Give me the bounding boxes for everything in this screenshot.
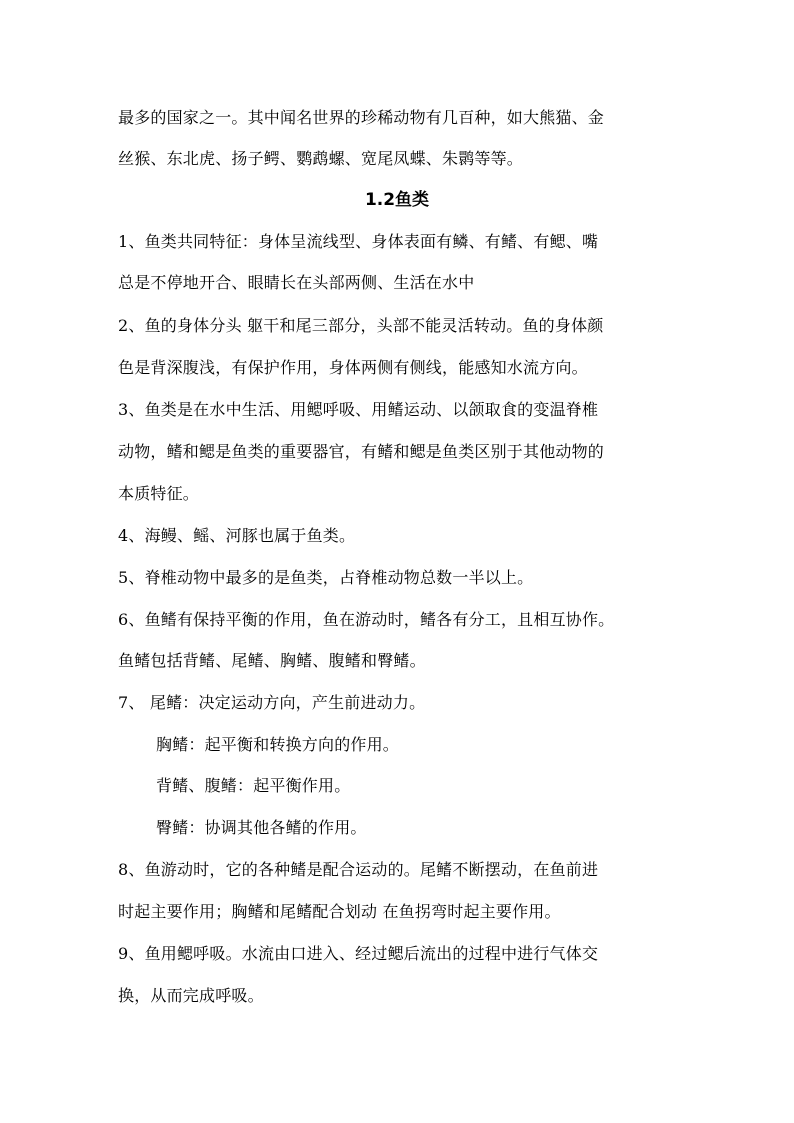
- paragraph-line: 换，从而完成呼吸。: [118, 986, 264, 1005]
- section-title: 1.2鱼类: [364, 190, 430, 210]
- paragraph-line: 总是不停地开合、眼睛长在头部两侧、生活在水中: [118, 273, 475, 292]
- paragraph-line: 色是背深腹浅，有保护作用，身体两侧有侧线，能感知水流方向。: [118, 358, 588, 377]
- paragraph-line: 3、鱼类是在水中生活、用鳃呼吸、用鳍运动、以颌取食的变温脊椎: [118, 400, 599, 419]
- paragraph-line: 7、 尾鳍：决定运动方向，产生前进动力。: [118, 693, 426, 712]
- paragraph-line: 胸鳍：起平衡和转换方向的作用。: [156, 735, 400, 754]
- paragraph-line: 5、脊椎动物中最多的是鱼类，占脊椎动物总数一半以上。: [118, 568, 534, 587]
- paragraph-line: 动物，鳍和鳃是鱼类的重要器官，有鳍和鳃是鱼类区别于其他动物的: [118, 442, 605, 461]
- intro-line-1: 最多的国家之一。其中闻名世界的珍稀动物有几百种，如大熊猫、金: [118, 108, 605, 127]
- paragraph-line: 臀鳍：协调其他各鳍的作用。: [156, 818, 367, 837]
- paragraph-line: 本质特征。: [118, 484, 200, 503]
- paragraph-line: 时起主要作用；胸鳍和尾鳍配合划动 在鱼拐弯时起主要作用。: [118, 902, 561, 921]
- paragraph-line: 6、鱼鳍有保持平衡的作用，鱼在游动时，鳍各有分工，且相互协作。: [118, 610, 615, 629]
- paragraph-line: 8、鱼游动时，它的各种鳍是配合运动的。尾鳍不断摆动，在鱼前进: [118, 860, 599, 879]
- paragraph-line: 1、鱼类共同特征：身体呈流线型、身体表面有鳞、有鳍、有鳃、嘴: [118, 232, 599, 251]
- intro-line-2: 丝猴、东北虎、扬子鳄、鹦鹉螺、宽尾凤蝶、朱鹮等等。: [118, 149, 524, 168]
- paragraph-line: 鱼鳍包括背鳍、尾鳍、胸鳍、腹鳍和臀鳍。: [118, 651, 426, 670]
- paragraph-line: 2、鱼的身体分头 躯干和尾三部分，头部不能灵活转动。鱼的身体颜: [118, 316, 604, 335]
- paragraph-line: 背鳍、腹鳍：起平衡作用。: [156, 776, 351, 795]
- paragraph-line: 9、鱼用鳃呼吸。水流由口进入、经过鳃后流出的过程中进行气体交: [118, 944, 599, 963]
- paragraph-line: 4、海鳗、鳐、河豚也属于鱼类。: [118, 526, 356, 545]
